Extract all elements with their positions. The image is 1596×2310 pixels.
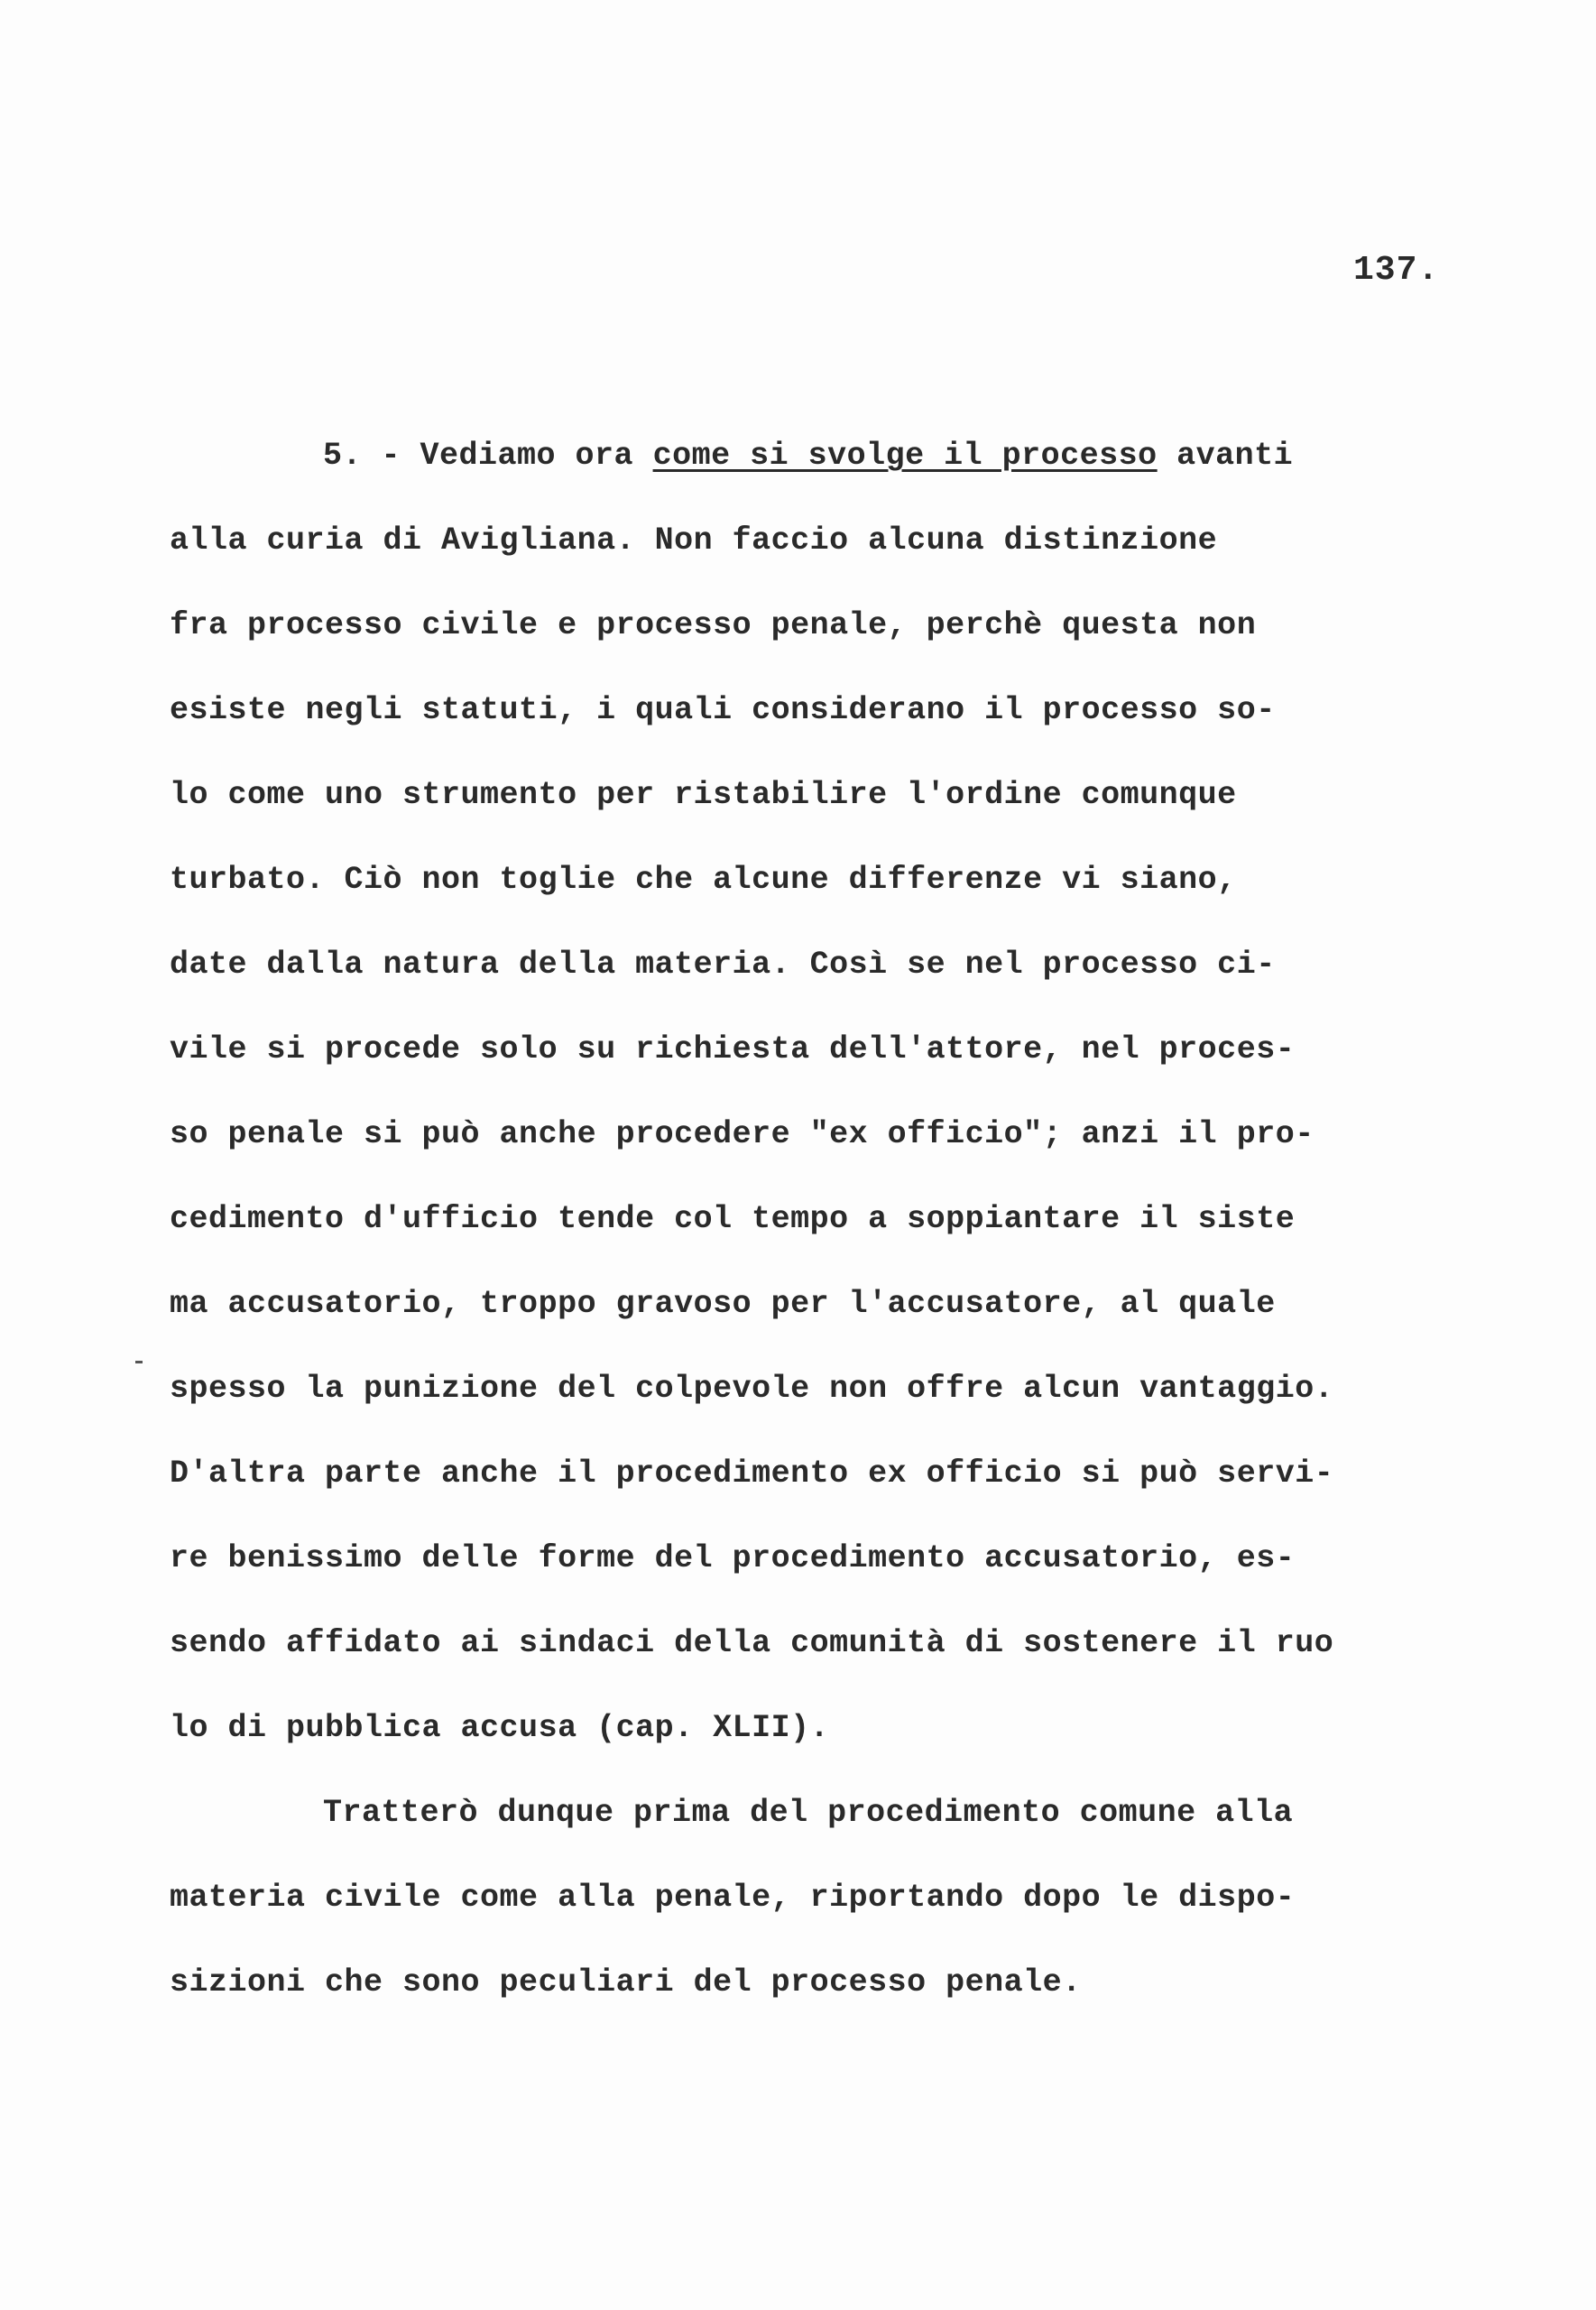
text-line-11: ma accusatorio, troppo gravoso per l'accusatore, al quale (170, 1286, 1276, 1322)
text-line-9: so penale si può anche procedere "ex officio"; anzi il pro- (170, 1116, 1315, 1152)
text-line-19: sizioni che sono peculiari del processo penale. (170, 1964, 1082, 2000)
text-line-2: alla curia di Avigliana. Non faccio alcuna distinzione (170, 522, 1218, 559)
body-text (170, 413, 1487, 2025)
text-line-7: date dalla natura della materia. Così se nel processo ci- (170, 947, 1276, 983)
text-line-10: cedimento d'ufficio tende col tempo a soppiantare il siste (170, 1201, 1296, 1237)
underlined-phrase: come si svolge il processo (652, 438, 1158, 474)
margin-mark (135, 1361, 143, 1363)
text-line-6: turbato. Ciò non toglie che alcune differenze vi siano, (170, 862, 1237, 898)
text-line-3: fra processo civile e processo penale, perchè questa non (170, 607, 1257, 643)
text-line-1 (170, 413, 1487, 498)
text-line-14: re benissimo delle forme del procedimento accusatorio, es- (170, 1540, 1296, 1576)
line-1-post: avanti (1157, 438, 1294, 474)
text-line-8: vile si procede solo su richiesta dell'attore, nel proces- (170, 1031, 1296, 1067)
line-1-pre: 5. - Vediamo ora (323, 438, 653, 474)
text-line-12: spesso la punizione del colpevole non offre alcun vantaggio. (170, 1371, 1334, 1407)
text-line-4: esiste negli statuti, i quali considerano il processo so- (170, 692, 1276, 728)
text-line-16: lo di pubblica accusa (cap. XLII). (170, 1710, 830, 1746)
page-number: 137. (1353, 251, 1440, 290)
text-line-17: Tratterò dunque prima del procedimento comune alla (323, 1795, 1294, 1831)
text-line-18: materia civile come alla penale, riportando dopo le dispo- (170, 1880, 1296, 1916)
text-line-15: sendo affidato ai sindaci della comunità di sostenere il ruo (170, 1625, 1334, 1661)
text-line-5: lo come uno strumento per ristabilire l'ordine comunque (170, 777, 1237, 813)
text-line-13: D'altra parte anche il procedimento ex officio si può servi- (170, 1455, 1334, 1492)
